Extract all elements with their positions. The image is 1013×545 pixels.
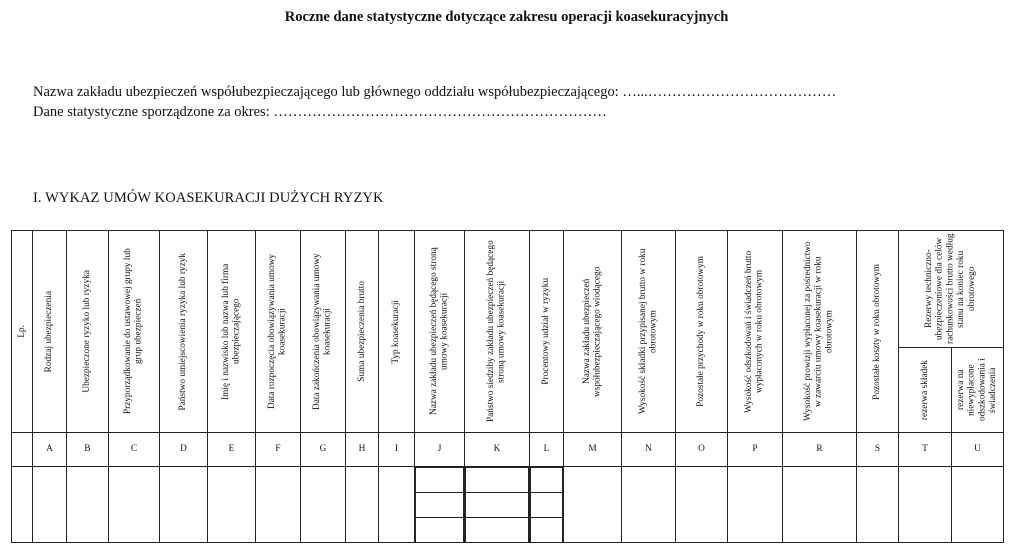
subcell-k-1[interactable] (466, 468, 529, 493)
letter-i: I (379, 433, 415, 467)
cell-b[interactable] (67, 467, 109, 543)
header-col-u: rezerwa na niewypłacone odszkodowania i świadczenia (952, 348, 1004, 433)
header-col-s: Pozostałe koszty w roku obrotowym (857, 231, 899, 433)
cell-lp[interactable] (12, 467, 33, 543)
letter-t: T (899, 433, 952, 467)
header-col-e: Imię i nazwisko lub nazwa lub firma ubezpieczającego (208, 231, 256, 433)
section-heading: I. WYKAZ UMÓW KOASEKURACJI DUŻYCH RYZYK (33, 190, 384, 206)
cell-r[interactable] (783, 467, 857, 543)
table-row (12, 467, 1004, 543)
cell-c[interactable] (109, 467, 160, 543)
cell-d[interactable] (160, 467, 208, 543)
subcell-k-3[interactable] (466, 518, 529, 543)
header-col-p: Wysokość odszkodowań i świadczeń brutto wypłaconych w roku obrotowym (728, 231, 783, 433)
letter-j: J (415, 433, 465, 467)
letter-n: N (622, 433, 676, 467)
letter-p: P (728, 433, 783, 467)
subcell-l-1[interactable] (531, 468, 563, 493)
subrows-k (465, 467, 529, 542)
header-col-m: Nazwa zakładu ubezpieczeń współubezpieczającego wiodącego (564, 231, 622, 433)
cell-u[interactable] (952, 467, 1004, 543)
letter-g: G (301, 433, 346, 467)
cell-h[interactable] (346, 467, 379, 543)
letter-m: M (564, 433, 622, 467)
subcell-l-3[interactable] (531, 518, 563, 543)
letter-e: E (208, 433, 256, 467)
letter-h: H (346, 433, 379, 467)
header-reserves: Rezerwy techniczno-ubezpieczeniowe dla celów rachunkowości brutto według stanu na koniec roku obrotowego (899, 231, 1004, 348)
subcell-k-2[interactable] (466, 493, 529, 518)
cell-a[interactable] (33, 467, 67, 543)
header-col-g: Data zakończenia obowiązywania umowy koasekuracji (301, 231, 346, 433)
header-col-o: Pozostałe przychody w roku obrotowym (676, 231, 728, 433)
letter-a: A (33, 433, 67, 467)
insurer-name-line: Nazwa zakładu ubezpieczeń współubezpieczającego lub głównego oddziału współubezpieczającego: …...………………………………… (33, 84, 837, 100)
header-col-r: Wysokość prowizji wypłaconej za pośrednictwo w zawarciu umowy koasekuracji w roku obrotowym (783, 231, 857, 433)
header-col-n: Wysokość składki przypisanej brutto w roku obrotowym (622, 231, 676, 433)
subcell-j-1[interactable] (416, 468, 464, 493)
letter-k: K (465, 433, 530, 467)
subcell-j-3[interactable] (416, 518, 464, 543)
header-col-t: rezerwa składek (899, 348, 952, 433)
letter-f: F (256, 433, 301, 467)
subcell-l-2[interactable] (531, 493, 563, 518)
header-col-b: Ubezpieczone ryzyko lub ryzyka (67, 231, 109, 433)
letter-u: U (952, 433, 1004, 467)
header-col-h: Suma ubezpieczenia brutto (346, 231, 379, 433)
cell-f[interactable] (256, 467, 301, 543)
cell-o[interactable] (676, 467, 728, 543)
cell-l (530, 467, 564, 543)
letter-r: R (783, 433, 857, 467)
header-col-k: Państwo siedziby zakładu ubezpieczeń będącego stroną umowy koasekuracji (465, 231, 530, 433)
document-title: Roczne dane statystyczne dotyczące zakresu operacji koasekuracyjnych (284, 9, 729, 25)
subrows-j (415, 467, 464, 542)
cell-k (465, 467, 530, 543)
header-col-j: Nazwa zakładu ubezpieczeń będącego stroną umowy koasekuracji (415, 231, 465, 433)
cell-n[interactable] (622, 467, 676, 543)
header-col-f: Data rozpoczęcia obowiązywania umowy koasekuracji (256, 231, 301, 433)
letter-b: B (67, 433, 109, 467)
header-col-l: Procentowy udział w ryzyku (530, 231, 564, 433)
period-line: Dane statystyczne sporządzone za okres: …………………………………………………………… (33, 104, 607, 120)
cell-p[interactable] (728, 467, 783, 543)
header-col-a: Rodzaj ubezpieczenia (33, 231, 67, 433)
cell-j (415, 467, 465, 543)
header-col-i: Typ koasekuracji (379, 231, 415, 433)
cell-g[interactable] (301, 467, 346, 543)
subrows-l (530, 467, 563, 542)
header-col-d: Państwo umiejscowienia ryzyka lub ryzyk (160, 231, 208, 433)
coinsurance-table (11, 230, 1004, 543)
letter-c: C (109, 433, 160, 467)
letter-d: D (160, 433, 208, 467)
header-lp: Lp. (12, 231, 33, 433)
cell-s[interactable] (857, 467, 899, 543)
cell-e[interactable] (208, 467, 256, 543)
cell-m[interactable] (564, 467, 622, 543)
letter-o: O (676, 433, 728, 467)
subcell-j-2[interactable] (416, 493, 464, 518)
letter-s: S (857, 433, 899, 467)
cell-t[interactable] (899, 467, 952, 543)
header-col-c: Przyporządkowanie do ustawowej grupy lub grup ubezpieczeń (109, 231, 160, 433)
letter-l: L (530, 433, 564, 467)
cell-i[interactable] (379, 467, 415, 543)
letter-lp (12, 433, 33, 467)
